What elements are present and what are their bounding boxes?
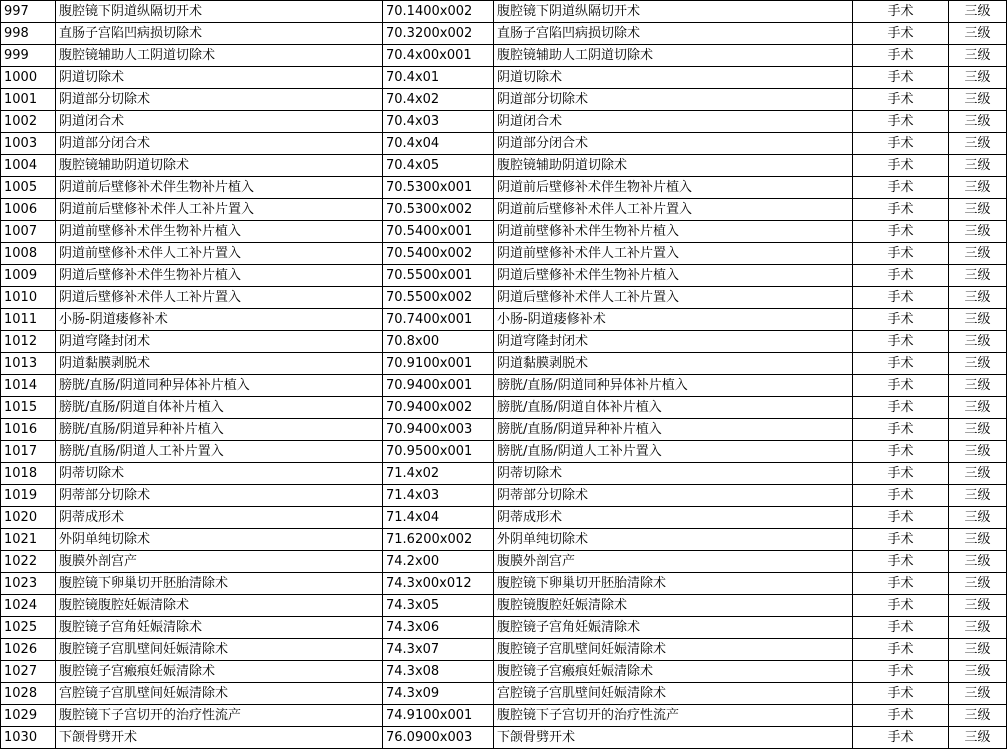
procedure-name-cell: 膀胱/直肠/阴道同种异体补片植入 (56, 375, 383, 397)
table-row (1, 419, 1007, 441)
row-number-cell: 1004 (1, 155, 56, 177)
category-cell: 手术 (853, 309, 949, 331)
level-cell: 三级 (949, 155, 1007, 177)
row-number-cell: 1003 (1, 133, 56, 155)
procedure-name-cell: 腹腔镜子宫瘢痕妊娠清除术 (56, 661, 383, 683)
level-cell: 三级 (949, 661, 1007, 683)
row-number-cell: 1009 (1, 265, 56, 287)
row-number-cell: 1022 (1, 551, 56, 573)
standard-name-cell: 阴道前壁修补术伴生物补片植入 (494, 221, 853, 243)
standard-name-cell: 阴道前后壁修补术伴生物补片植入 (494, 177, 853, 199)
standard-name-cell: 阴道后壁修补术伴生物补片植入 (494, 265, 853, 287)
table-row (1, 683, 1007, 705)
procedure-name-cell: 阴道后壁修补术伴人工补片置入 (56, 287, 383, 309)
procedure-code-cell: 74.9100x001 (383, 705, 494, 727)
table-row (1, 617, 1007, 639)
procedure-name-cell: 腹腔镜腹腔妊娠清除术 (56, 595, 383, 617)
table-row (1, 221, 1007, 243)
table-row (1, 353, 1007, 375)
procedure-name-cell: 腹腔镜下子宫切开的治疗性流产 (56, 705, 383, 727)
table-row (1, 661, 1007, 683)
standard-name-cell: 阴蒂部分切除术 (494, 485, 853, 507)
procedure-name-cell: 膀胱/直肠/阴道异种补片植入 (56, 419, 383, 441)
procedure-name-cell: 下颌骨劈开术 (56, 727, 383, 749)
category-cell: 手术 (853, 243, 949, 265)
table-row (1, 133, 1007, 155)
row-number-cell: 1017 (1, 441, 56, 463)
category-cell: 手术 (853, 683, 949, 705)
procedure-code-cell: 74.3x06 (383, 617, 494, 639)
procedure-name-cell: 腹膜外剖宫产 (56, 551, 383, 573)
table-row (1, 67, 1007, 89)
standard-name-cell: 阴道前后壁修补术伴人工补片置入 (494, 199, 853, 221)
table-row (1, 177, 1007, 199)
level-cell: 三级 (949, 441, 1007, 463)
category-cell: 手术 (853, 529, 949, 551)
procedure-name-cell: 阴蒂成形术 (56, 507, 383, 529)
category-cell: 手术 (853, 507, 949, 529)
row-number-cell: 1016 (1, 419, 56, 441)
row-number-cell: 1020 (1, 507, 56, 529)
category-cell: 手术 (853, 661, 949, 683)
category-cell: 手术 (853, 441, 949, 463)
level-cell: 三级 (949, 705, 1007, 727)
procedure-name-cell: 膀胱/直肠/阴道自体补片植入 (56, 397, 383, 419)
procedure-code-cell: 74.3x00x012 (383, 573, 494, 595)
table-row (1, 551, 1007, 573)
table-row (1, 265, 1007, 287)
row-number-cell: 1000 (1, 67, 56, 89)
procedure-code-cell: 70.4x02 (383, 89, 494, 111)
row-number-cell: 1028 (1, 683, 56, 705)
table-row (1, 375, 1007, 397)
procedure-name-cell: 外阴单纯切除术 (56, 529, 383, 551)
procedure-code-cell: 71.4x04 (383, 507, 494, 529)
level-cell: 三级 (949, 639, 1007, 661)
procedure-code-cell: 70.4x01 (383, 67, 494, 89)
level-cell: 三级 (949, 397, 1007, 419)
row-number-cell: 1013 (1, 353, 56, 375)
table-row (1, 111, 1007, 133)
procedure-code-cell: 70.4x00x001 (383, 45, 494, 67)
procedure-code-cell: 70.5400x002 (383, 243, 494, 265)
table-row (1, 287, 1007, 309)
category-cell: 手术 (853, 155, 949, 177)
standard-name-cell: 小肠-阴道瘘修补术 (494, 309, 853, 331)
standard-name-cell: 阴道后壁修补术伴人工补片置入 (494, 287, 853, 309)
procedure-name-cell: 腹腔镜下卵巢切开胚胎清除术 (56, 573, 383, 595)
table-row (1, 529, 1007, 551)
table-row (1, 243, 1007, 265)
table-row (1, 573, 1007, 595)
row-number-cell: 1019 (1, 485, 56, 507)
row-number-cell: 1023 (1, 573, 56, 595)
row-number-cell: 1010 (1, 287, 56, 309)
table-row (1, 705, 1007, 727)
table-row (1, 89, 1007, 111)
standard-name-cell: 阴蒂成形术 (494, 507, 853, 529)
procedure-name-cell: 膀胱/直肠/阴道人工补片置入 (56, 441, 383, 463)
procedure-name-cell: 腹腔镜子宫角妊娠清除术 (56, 617, 383, 639)
procedure-name-cell: 阴蒂部分切除术 (56, 485, 383, 507)
level-cell: 三级 (949, 23, 1007, 45)
row-number-cell: 1011 (1, 309, 56, 331)
row-number-cell: 1024 (1, 595, 56, 617)
row-number-cell: 1030 (1, 727, 56, 749)
category-cell: 手术 (853, 573, 949, 595)
procedure-code-cell: 70.4x04 (383, 133, 494, 155)
table-row (1, 485, 1007, 507)
procedure-name-cell: 腹腔镜辅助阴道切除术 (56, 155, 383, 177)
row-number-cell: 1029 (1, 705, 56, 727)
category-cell: 手术 (853, 727, 949, 749)
category-cell: 手术 (853, 595, 949, 617)
table-row (1, 727, 1007, 749)
procedure-code-cell: 70.5300x002 (383, 199, 494, 221)
category-cell: 手术 (853, 397, 949, 419)
procedure-name-cell: 小肠-阴道瘘修补术 (56, 309, 383, 331)
procedure-code-cell: 70.7400x001 (383, 309, 494, 331)
procedure-name-cell: 阴蒂切除术 (56, 463, 383, 485)
procedure-name-cell: 直肠子宫陷凹病损切除术 (56, 23, 383, 45)
row-number-cell: 1007 (1, 221, 56, 243)
procedure-code-cell: 70.1400x002 (383, 1, 494, 23)
category-cell: 手术 (853, 45, 949, 67)
standard-name-cell: 膀胱/直肠/阴道人工补片置入 (494, 441, 853, 463)
level-cell: 三级 (949, 617, 1007, 639)
procedure-name-cell: 阴道前壁修补术伴生物补片植入 (56, 221, 383, 243)
procedure-code-cell: 74.3x05 (383, 595, 494, 617)
procedure-name-cell: 腹腔镜下阴道纵隔切开术 (56, 1, 383, 23)
procedure-name-cell: 阴道穹隆封闭术 (56, 331, 383, 353)
table-row (1, 45, 1007, 67)
standard-name-cell: 腹腔镜下阴道纵隔切开术 (494, 1, 853, 23)
level-cell: 三级 (949, 507, 1007, 529)
row-number-cell: 1026 (1, 639, 56, 661)
category-cell: 手术 (853, 199, 949, 221)
standard-name-cell: 腹腔镜子宫角妊娠清除术 (494, 617, 853, 639)
table-row (1, 155, 1007, 177)
category-cell: 手术 (853, 221, 949, 243)
procedure-code-cell: 70.9500x001 (383, 441, 494, 463)
category-cell: 手术 (853, 375, 949, 397)
level-cell: 三级 (949, 375, 1007, 397)
row-number-cell: 1005 (1, 177, 56, 199)
table-row (1, 595, 1007, 617)
procedure-name-cell: 阴道部分闭合术 (56, 133, 383, 155)
procedure-name-cell: 腹腔镜辅助人工阴道切除术 (56, 45, 383, 67)
row-number-cell: 1025 (1, 617, 56, 639)
standard-name-cell: 宫腔镜子宫肌壁间妊娠清除术 (494, 683, 853, 705)
procedure-code-cell: 70.5300x001 (383, 177, 494, 199)
level-cell: 三级 (949, 529, 1007, 551)
row-number-cell: 1027 (1, 661, 56, 683)
standard-name-cell: 膀胱/直肠/阴道同种异体补片植入 (494, 375, 853, 397)
category-cell: 手术 (853, 639, 949, 661)
category-cell: 手术 (853, 705, 949, 727)
table-row (1, 23, 1007, 45)
standard-name-cell: 阴道前壁修补术伴人工补片置入 (494, 243, 853, 265)
level-cell: 三级 (949, 683, 1007, 705)
table-row (1, 463, 1007, 485)
category-cell: 手术 (853, 617, 949, 639)
procedure-code-cell: 70.4x05 (383, 155, 494, 177)
standard-name-cell: 腹腔镜子宫瘢痕妊娠清除术 (494, 661, 853, 683)
standard-name-cell: 腹腔镜腹腔妊娠清除术 (494, 595, 853, 617)
standard-name-cell: 直肠子宫陷凹病损切除术 (494, 23, 853, 45)
row-number-cell: 1002 (1, 111, 56, 133)
level-cell: 三级 (949, 199, 1007, 221)
row-number-cell: 999 (1, 45, 56, 67)
procedure-name-cell: 阴道切除术 (56, 67, 383, 89)
category-cell: 手术 (853, 331, 949, 353)
table-row (1, 309, 1007, 331)
category-cell: 手术 (853, 1, 949, 23)
category-cell: 手术 (853, 485, 949, 507)
row-number-cell: 1001 (1, 89, 56, 111)
procedure-name-cell: 阴道前后壁修补术伴生物补片植入 (56, 177, 383, 199)
procedure-name-cell: 宫腔镜子宫肌壁间妊娠清除术 (56, 683, 383, 705)
procedure-code-cell: 71.4x03 (383, 485, 494, 507)
level-cell: 三级 (949, 309, 1007, 331)
standard-name-cell: 阴道黏膜剥脱术 (494, 353, 853, 375)
procedure-code-cell: 74.3x09 (383, 683, 494, 705)
procedure-code-cell: 71.6200x002 (383, 529, 494, 551)
procedure-code-cell: 70.9100x001 (383, 353, 494, 375)
level-cell: 三级 (949, 573, 1007, 595)
level-cell: 三级 (949, 221, 1007, 243)
category-cell: 手术 (853, 419, 949, 441)
standard-name-cell: 腹腔镜辅助阴道切除术 (494, 155, 853, 177)
standard-name-cell: 腹腔镜子宫肌壁间妊娠清除术 (494, 639, 853, 661)
table-row (1, 441, 1007, 463)
procedure-code-cell: 76.0900x003 (383, 727, 494, 749)
procedure-code-cell: 70.4x03 (383, 111, 494, 133)
table-body (1, 1, 1007, 749)
standard-name-cell: 阴道部分闭合术 (494, 133, 853, 155)
category-cell: 手术 (853, 265, 949, 287)
category-cell: 手术 (853, 67, 949, 89)
procedure-name-cell: 阴道后壁修补术伴生物补片植入 (56, 265, 383, 287)
level-cell: 三级 (949, 595, 1007, 617)
level-cell: 三级 (949, 551, 1007, 573)
level-cell: 三级 (949, 111, 1007, 133)
procedure-code-cell: 70.3200x002 (383, 23, 494, 45)
procedure-code-cell: 70.9400x002 (383, 397, 494, 419)
procedure-name-cell: 腹腔镜子宫肌壁间妊娠清除术 (56, 639, 383, 661)
level-cell: 三级 (949, 1, 1007, 23)
procedure-code-cell: 70.9400x003 (383, 419, 494, 441)
procedure-name-cell: 阴道闭合术 (56, 111, 383, 133)
category-cell: 手术 (853, 551, 949, 573)
category-cell: 手术 (853, 287, 949, 309)
standard-name-cell: 膀胱/直肠/阴道异种补片植入 (494, 419, 853, 441)
row-number-cell: 1021 (1, 529, 56, 551)
category-cell: 手术 (853, 89, 949, 111)
procedure-code-cell: 70.5500x002 (383, 287, 494, 309)
category-cell: 手术 (853, 463, 949, 485)
standard-name-cell: 阴道切除术 (494, 67, 853, 89)
level-cell: 三级 (949, 353, 1007, 375)
row-number-cell: 1006 (1, 199, 56, 221)
level-cell: 三级 (949, 133, 1007, 155)
level-cell: 三级 (949, 485, 1007, 507)
row-number-cell: 1012 (1, 331, 56, 353)
row-number-cell: 1018 (1, 463, 56, 485)
standard-name-cell: 阴道穹隆封闭术 (494, 331, 853, 353)
procedure-name-cell: 阴道部分切除术 (56, 89, 383, 111)
table-row (1, 507, 1007, 529)
procedure-code-cell: 74.3x07 (383, 639, 494, 661)
row-number-cell: 1015 (1, 397, 56, 419)
row-number-cell: 1014 (1, 375, 56, 397)
level-cell: 三级 (949, 463, 1007, 485)
category-cell: 手术 (853, 353, 949, 375)
level-cell: 三级 (949, 727, 1007, 749)
procedure-code-cell: 70.5400x001 (383, 221, 494, 243)
standard-name-cell: 阴道部分切除术 (494, 89, 853, 111)
standard-name-cell: 腹膜外剖宫产 (494, 551, 853, 573)
table-row (1, 1, 1007, 23)
procedure-name-cell: 阴道前壁修补术伴人工补片置入 (56, 243, 383, 265)
table-row (1, 331, 1007, 353)
standard-name-cell: 腹腔镜辅助人工阴道切除术 (494, 45, 853, 67)
table-row (1, 199, 1007, 221)
standard-name-cell: 阴道闭合术 (494, 111, 853, 133)
row-number-cell: 998 (1, 23, 56, 45)
standard-name-cell: 阴蒂切除术 (494, 463, 853, 485)
row-number-cell: 997 (1, 1, 56, 23)
category-cell: 手术 (853, 133, 949, 155)
level-cell: 三级 (949, 331, 1007, 353)
procedure-code-cell: 70.9400x001 (383, 375, 494, 397)
level-cell: 三级 (949, 45, 1007, 67)
category-cell: 手术 (853, 111, 949, 133)
level-cell: 三级 (949, 177, 1007, 199)
level-cell: 三级 (949, 265, 1007, 287)
level-cell: 三级 (949, 287, 1007, 309)
procedure-code-cell: 70.5500x001 (383, 265, 494, 287)
standard-name-cell: 外阴单纯切除术 (494, 529, 853, 551)
row-number-cell: 1008 (1, 243, 56, 265)
standard-name-cell: 腹腔镜下子宫切开的治疗性流产 (494, 705, 853, 727)
standard-name-cell: 膀胱/直肠/阴道自体补片植入 (494, 397, 853, 419)
procedure-code-cell: 71.4x02 (383, 463, 494, 485)
level-cell: 三级 (949, 67, 1007, 89)
level-cell: 三级 (949, 89, 1007, 111)
table-row (1, 639, 1007, 661)
category-cell: 手术 (853, 23, 949, 45)
procedure-code-cell: 70.8x00 (383, 331, 494, 353)
level-cell: 三级 (949, 419, 1007, 441)
level-cell: 三级 (949, 243, 1007, 265)
procedure-name-cell: 阴道黏膜剥脱术 (56, 353, 383, 375)
standard-name-cell: 腹腔镜下卵巢切开胚胎清除术 (494, 573, 853, 595)
category-cell: 手术 (853, 177, 949, 199)
table-row (1, 397, 1007, 419)
procedure-code-cell: 74.3x08 (383, 661, 494, 683)
procedure-code-cell: 74.2x00 (383, 551, 494, 573)
standard-name-cell: 下颌骨劈开术 (494, 727, 853, 749)
procedure-name-cell: 阴道前后壁修补术伴人工补片置入 (56, 199, 383, 221)
